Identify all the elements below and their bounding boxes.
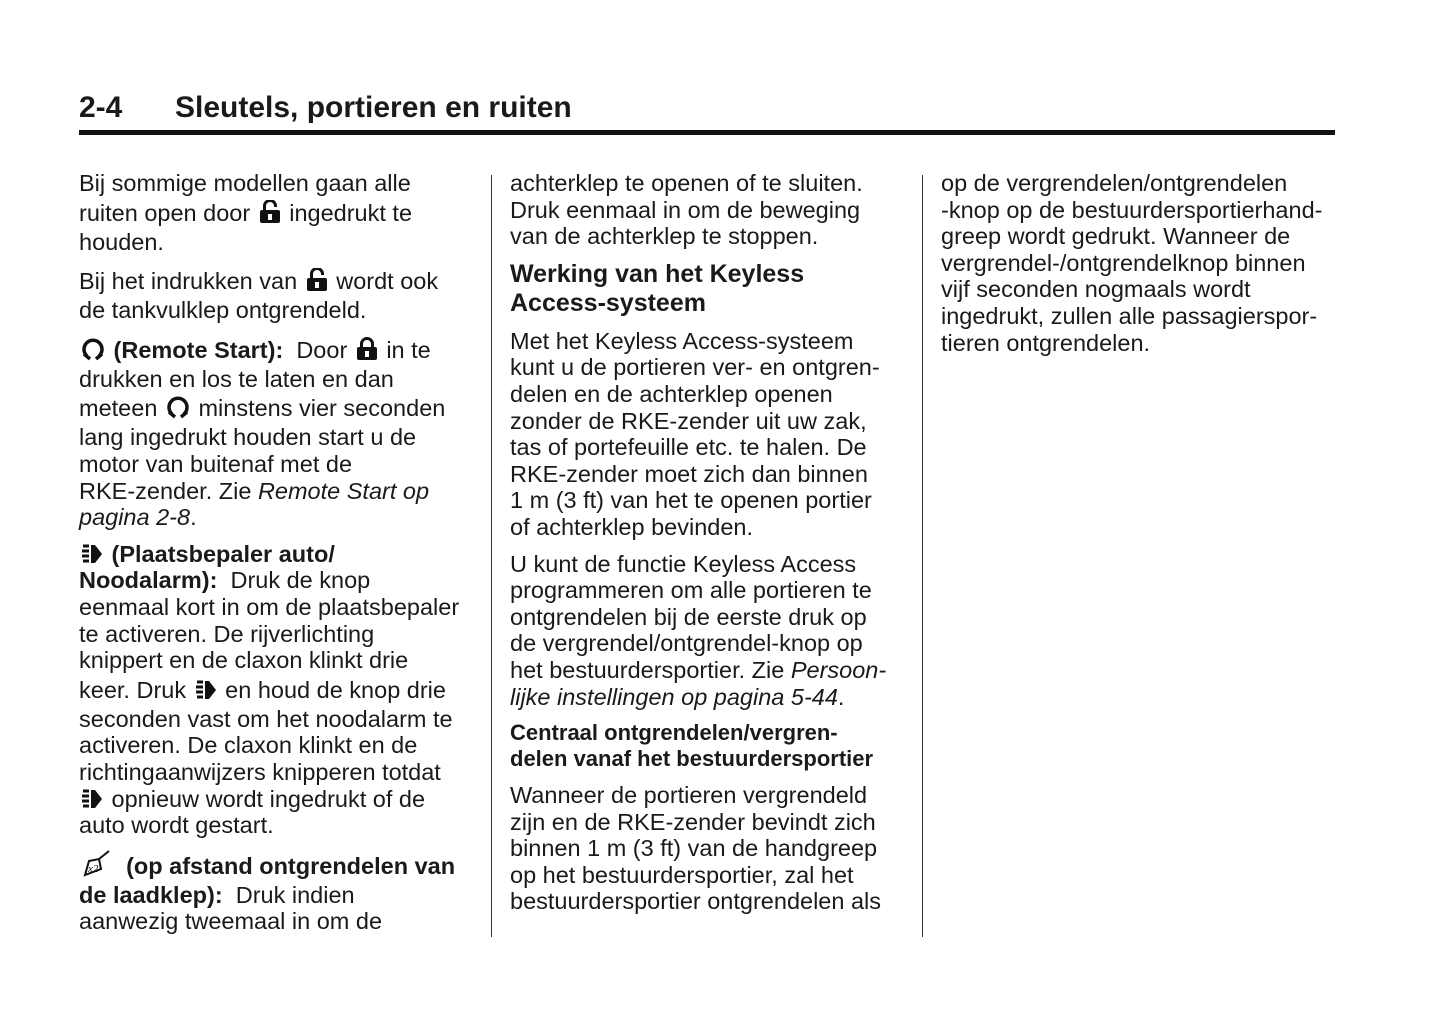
paragraph-liftgate-release: x2 (op afstand ontgrendelen van de laadklep): Druk indien aanwezig tweemaal in om de bbox=[79, 849, 479, 935]
column-1 bbox=[79, 170, 479, 945]
remote-start-icon bbox=[81, 337, 105, 361]
paragraph-vehicle-locator: (Plaatsbepaler auto/ Noodalarm): Druk de knop eenmaal kort in om de plaatsbepaler te activeren. De rijverlichting knippert en de claxon klinkt drie keer. Druk en houd de knop drie seconden vast om het noodalarm te activeren. De claxon klinkt en de richtingaanwijzers knipperen totdat opnieuw wordt ingedrukt of de auto wordt gestart. bbox=[79, 540, 460, 839]
chapter-title: Sleutels, portieren en ruiten bbox=[175, 91, 572, 124]
paragraph-keyless-program: U kunt de functie Keyless Access programmeren om alle portieren te ontgrendelen bij de eerste druk op de vergrendel/ontgrendel-knop op het bestuurdersportier. Zie Persoon- lijke instellingen op pagina 5-44. bbox=[510, 550, 887, 710]
page-header bbox=[79, 90, 1335, 135]
unlock-icon bbox=[259, 200, 281, 224]
paragraph-liftgate-cont: achterklep te openen of te sluiten. Druk eenmaal in om de beweging van de achterklep te stoppen. bbox=[510, 170, 863, 250]
column-2 bbox=[510, 170, 910, 925]
remote-start-link[interactable]: Remote Start op bbox=[257, 477, 430, 504]
page-number: 2-4 bbox=[79, 91, 123, 124]
personal-settings-link-cont[interactable]: lijke instellingen op pagina 5-44 bbox=[510, 683, 838, 710]
remote-start-icon bbox=[166, 395, 190, 419]
personal-settings-link[interactable]: Persoon- bbox=[790, 656, 887, 683]
paragraph-power-windows: Bij sommige modellen gaan alle ruiten open door ingedrukt te houden. bbox=[79, 170, 413, 255]
vehicle-locator-icon bbox=[81, 788, 103, 810]
column-divider-2 bbox=[922, 175, 923, 937]
column-divider-1 bbox=[491, 175, 492, 937]
heading-keyless-access: Werking van het Keyless Access-systeem bbox=[510, 259, 805, 317]
remote-start-title: (Remote Start): bbox=[113, 336, 284, 363]
vehicle-locator-icon bbox=[195, 679, 217, 701]
column-3 bbox=[941, 170, 1341, 366]
vehicle-locator-icon bbox=[81, 543, 103, 565]
paragraph-central-locking: Wanneer de portieren vergrendeld zijn en de RKE-zender bevindt zich binnen 1 m (3 ft) van de handgreep op het bestuurdersportier, zal het bestuurdersportier ontgrendelen als bbox=[510, 782, 882, 915]
lock-icon bbox=[356, 337, 378, 361]
page-reference-link[interactable]: pagina 2-8 bbox=[79, 504, 191, 531]
liftgate-title: (op afstand ontgrendelen van bbox=[126, 852, 456, 879]
vehicle-locator-title: (Plaatsbepaler auto/ bbox=[111, 540, 335, 567]
paragraph-remote-start: (Remote Start): Door in te drukken en los te laten en dan meteen minstens vier seconden lang ingedrukt houden start u de motor van buitenaf met de RKE-zender. Zie Remote Start op pagina 2-8. bbox=[79, 336, 446, 531]
paragraph-fuel-door: Bij het indrukken van wordt ook de tankvulklep ontgrendeld. bbox=[79, 268, 439, 324]
unlock-icon bbox=[306, 268, 328, 292]
liftgate-release-icon bbox=[81, 849, 111, 877]
paragraph-central-locking-cont: op de vergrendelen/ontgrendelen -knop op de bestuurdersportierhand- greep wordt gedrukt. Wanneer de vergrendel-/ontgrendelknop binnen vijf seconden nogmaals wordt ingedrukt, zullen alle passagierspor- tieren ontgrendelen. bbox=[941, 170, 1323, 356]
svg-text:x2: x2 bbox=[88, 862, 99, 875]
paragraph-keyless-access: Met het Keyless Access-systeem kunt u de portieren ver- en ontgren- delen en de achterklep openen zonder de RKE-zender uit uw zak, tas of portefeuille etc. te halen. De RKE-zender moet zich dan binnen 1 m (3 ft) van het te openen portier of achterklep bevinden. bbox=[510, 327, 880, 540]
heading-central-locking: Centraal ontgrendelen/vergren- delen vanaf het bestuurdersportier bbox=[510, 720, 874, 772]
